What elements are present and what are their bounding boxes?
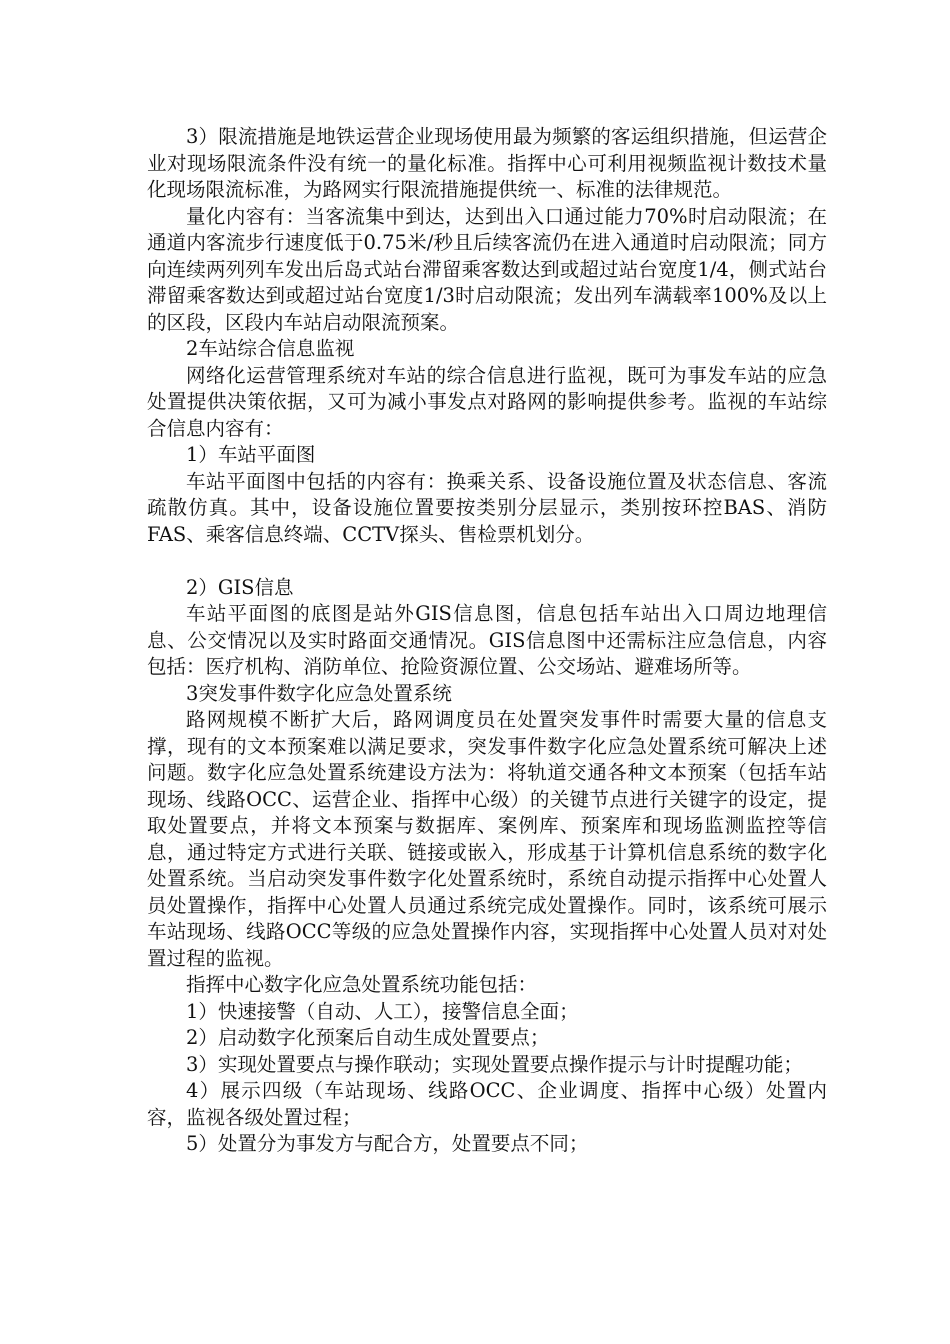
section-heading-emergency-system: 3突发事件数字化应急处置系统 bbox=[186, 681, 452, 705]
paragraph-gis-content: 车站平面图的底图是站外GIS信息图，信息包括车站出入口周边地理信息、公交情况以及实时路面交通情况。GIS信息图中还需标注应急信息，内容包括：医疗机构、消防单位、抢险资源位置、公交场站、避难场所等。 bbox=[147, 602, 827, 678]
list-item-function-1: 1）快速接警（自动、人工），接警信息全面； bbox=[186, 999, 579, 1023]
paragraph-station-monitoring-intro: 网络化运营管理系统对车站的综合信息进行监视，既可为事发车站的应急处置提供决策依据，又可为减小事发点对路网的影响提供参考。监视的车站综合信息内容有： bbox=[147, 363, 827, 440]
paragraph-flow-limiting-measures: 3）限流措施是地铁运营企业现场使用最为频繁的客运组织措施，但运营企业对现场限流条件没有统一的量化标准。指挥中心可利用视频监视计数技术量化现场限流标准，为路网实行限流措施提供统一、标准的法律规范。 bbox=[147, 125, 827, 201]
list-item-function-4: 4）展示四级（车站现场、线路OCC、企业调度、指挥中心级）处置内容，监视各级处置过程； bbox=[147, 1079, 827, 1129]
blank-line bbox=[147, 548, 827, 575]
paragraph-emergency-system-description: 路网规模不断扩大后，路网调度员在处置突发事件时需要大量的信息支撑，现有的文本预案难以满足要求，突发事件数字化应急处置系统可解决上述问题。数字化应急处置系统建设方法为：将轨道交通各种文本预案（包括车站现场、线路OCC、运营企业、指挥中心级）的关键节点进行关键字的设定，提取处置要点，并将文本预案与数据库、案例库、预案库和现场监测监控等信息，通过特定方式进行关联、链接或嵌入，形成基于计算机信息系统的数字化处置系统。当启动突发事件数字化处置系统时，系统自动提示指挥中心处置人员处置操作，指挥中心处置人员通过系统完成处置操作。同时，该系统可展示车站现场、线路OCC等级的应急处置操作内容，实现指挥中心处置人员对对处置过程的监视。 bbox=[147, 708, 827, 970]
list-item-function-2: 2）启动数字化预案后自动生成处置要点； bbox=[186, 1026, 550, 1049]
subheading-gis-info: 2）GIS信息 bbox=[186, 575, 294, 599]
section-heading-station-monitoring: 2车站综合信息监视 bbox=[186, 337, 355, 360]
list-item-function-5: 5）处置分为事发方与配合方，处置要点不同； bbox=[186, 1132, 589, 1155]
paragraph-quantified-content: 量化内容有：当客流集中到达，达到出入口通过能力70%时启动限流；在通道内客流步行速度低于0.75米/秒且后续客流仍在进入通道时启动限流；同方向连续两列列车发出后岛式站台滞留乘客数达到或超过站台宽度1/4，侧式站台滞留乘客数达到或超过站台宽度1/3时启动限流；发出列车满载率100%及以上的区段，区段内车站启动限流预案。 bbox=[147, 204, 827, 334]
subheading-station-floor-plan: 1）车站平面图 bbox=[186, 443, 316, 466]
document-body bbox=[147, 124, 827, 1158]
paragraph-system-functions-intro: 指挥中心数字化应急处置系统功能包括： bbox=[186, 973, 538, 996]
list-item-function-3: 3）实现处置要点与操作联动；实现处置要点操作提示与计时提醒功能； bbox=[186, 1052, 803, 1076]
paragraph-floor-plan-content: 车站平面图中包括的内容有：换乘关系、设备设施位置及状态信息、客流疏散仿真。其中，设备设施位置要按类别分层显示，类别按环控BAS、消防FAS、乘客信息终端、CCTV探头、售检票机划分。 bbox=[147, 469, 827, 546]
